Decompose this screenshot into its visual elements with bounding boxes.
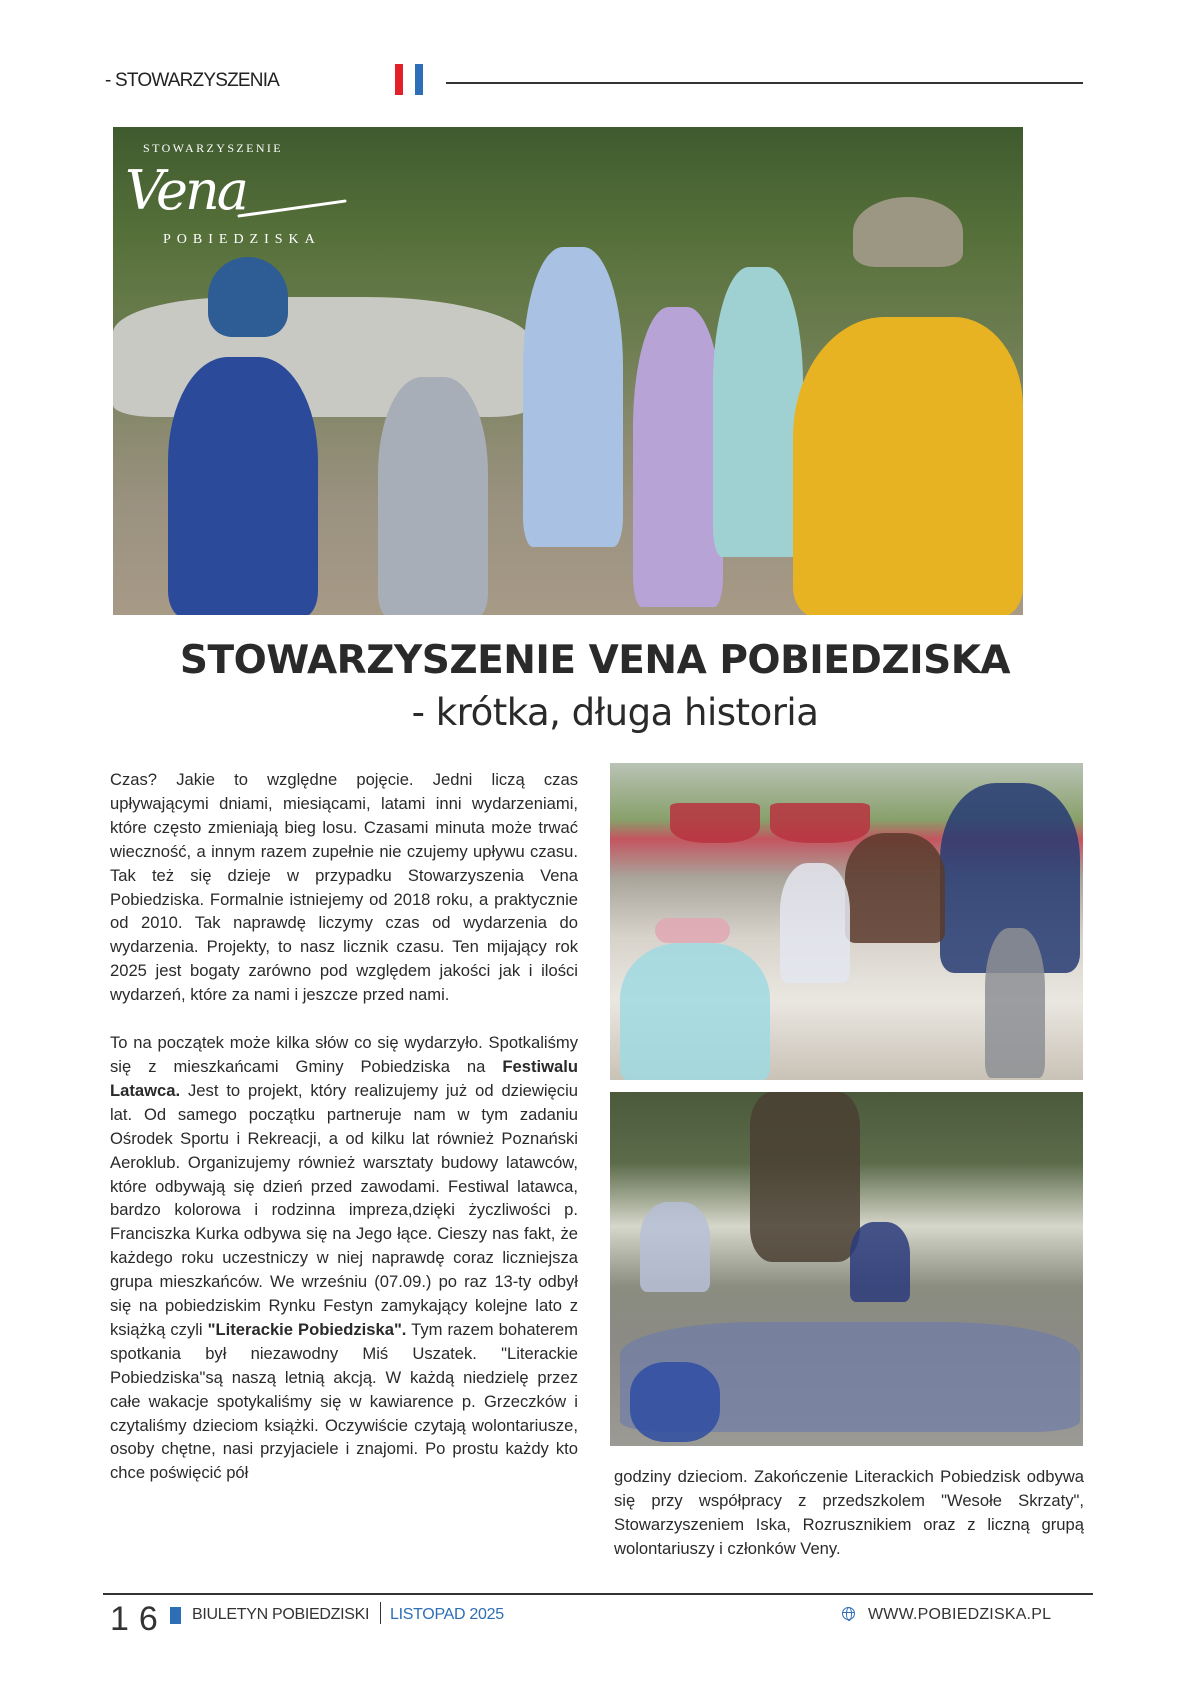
header-rule xyxy=(446,82,1083,84)
vena-logo xyxy=(125,141,355,253)
photo-man-hat xyxy=(853,197,963,267)
logo-top-text: STOWARZYSZENIE xyxy=(143,141,284,155)
p2-bold-festival: Festiwalu Latawca. xyxy=(110,1056,578,1100)
photo-girl-teal xyxy=(620,943,770,1080)
p2-text-a: To na początek może kilka słów co się wydarzyło. Spotkaliśmy się z mieszkańcami Gminy Pobiedziska na xyxy=(110,1033,578,1076)
footer-square-marker xyxy=(170,1607,181,1624)
photo-child-grey xyxy=(378,377,488,615)
paragraph-2 xyxy=(110,1031,578,1485)
p2-bold-literackie: "Literackie Pobiedziska". xyxy=(207,1319,407,1339)
photo-child-mint xyxy=(713,267,803,557)
p2-text-b: Jest to projekt, który realizujemy już od dziewięciu lat. Od samego początku partneruje nam w tym zadaniu Ośrodek Sportu i Rekreacji, a od kilku lat również Poznański Aeroklub. Organizujemy również warsztaty budowy latawców, które odbywają się dzień przed zawodami. Festiwal latawca, bardzo kolorowa i rodzinna impreza,dzięki życzliwości p. Franciszka Kurka odbywa się na Jego łące. Cieszy nas fakt, że każdego roku uczestniczy w niej naprawdę coraz liczniejsza grupa mieszkańców. We wrześniu (07.09.) po raz 13-ty odbył się na pobiedziskim Rynku Festyn zamykający kolejne lato z książką czyli xyxy=(110,1080,578,1339)
article-subtitle: - krótka, długa historia xyxy=(411,691,819,734)
photo-woman-brown xyxy=(845,833,945,943)
photo-child-front xyxy=(630,1362,720,1442)
flag-red-bar xyxy=(395,64,403,95)
issue-date: LISTOPAD 2025 xyxy=(390,1606,504,1623)
photo-tent-1 xyxy=(670,803,760,843)
photo-child-lilac xyxy=(633,307,723,607)
photo-kite-workshop xyxy=(610,763,1083,1080)
globe-icon xyxy=(842,1607,855,1620)
website-link[interactable]: WWW.POBIEDZISKA.PL xyxy=(868,1606,1052,1623)
page-number: 16 xyxy=(110,1600,168,1638)
photo-tree-trunk xyxy=(750,1092,860,1262)
publication-name: BIULETYN POBIEDZISKI xyxy=(192,1606,370,1623)
hero-photo xyxy=(113,127,1023,615)
photo-child-blue xyxy=(168,357,318,615)
photo-child-lightblue xyxy=(523,247,623,547)
footer-rule xyxy=(103,1593,1093,1595)
logo-bottom-text: POBIEDZISKA xyxy=(163,232,321,247)
photo-headband xyxy=(655,918,730,943)
photo-man-yellow xyxy=(793,317,1023,615)
photo-girl-grey xyxy=(985,928,1045,1078)
photo-reader-2 xyxy=(850,1222,910,1302)
logo-swash xyxy=(237,199,346,217)
p2-text-c: Tym razem bohaterem spotkania był niezawodny Miś Uszatek. "Literackie Pobiedziska"są naszą letnią akcją. W każdą niedzielę przez całe wakacje spotykaliśmy się w kawiarence p. Grzeczków i czytaliśmy dzieciom książki. Oczywiście czytają wolontariusze, osoby chętne, nasi przyjaciele i znajomi. Po prostu każdy kto chce poświęcić pół xyxy=(110,1319,578,1483)
photo-girl-white xyxy=(780,863,850,983)
article-title: STOWARZYSZENIE VENA POBIEDZISKA xyxy=(179,638,1011,683)
footer-separator xyxy=(380,1602,381,1624)
photo-reader-1 xyxy=(640,1202,710,1292)
paragraph-1: Czas? Jakie to względne pojęcie. Jedni liczą czas upływającymi dniami, miesiącami, latami inni wydarzeniami, które często zmieniają bieg losu. Czasami minuta może trwać wieczność, a innym razem zupełnie nie czujemy upływu czasu. Tak też się dzieje w przypadku Stowarzyszenia Vena Pobiedziska. Formalnie istniejemy od 2018 roku, a praktycznie od 2010. Tak naprawdę liczymy czas od wydarzenia do wydarzenia. Projekty, to nasz licznik czasu. Ten mijający rok 2025 jest bogaty zarówno pod względem jakości jak i ilości wydarzeń, które za nami i jeszcze przed nami. xyxy=(110,770,578,1005)
photo-tent-2 xyxy=(770,803,870,843)
photo-child-hat xyxy=(208,257,288,337)
logo-script-text: Vena xyxy=(125,159,246,222)
photo-reading-event xyxy=(610,1092,1083,1446)
article-column-left xyxy=(110,768,578,1509)
section-label: - STOWARZYSZENIA xyxy=(105,70,280,91)
flag-blue-bar xyxy=(415,64,423,95)
article-column-right xyxy=(614,1465,1084,1561)
paragraph-3: godziny dzieciom. Zakończenie Literackich Pobiedzisk odbywa się przy współpracy z przedszkolem "Wesołe Skrzaty", Stowarzyszeniem Iska, Rozrusznikiem oraz z liczną grupą wolontariuszy i członków Veny. xyxy=(614,1467,1084,1558)
